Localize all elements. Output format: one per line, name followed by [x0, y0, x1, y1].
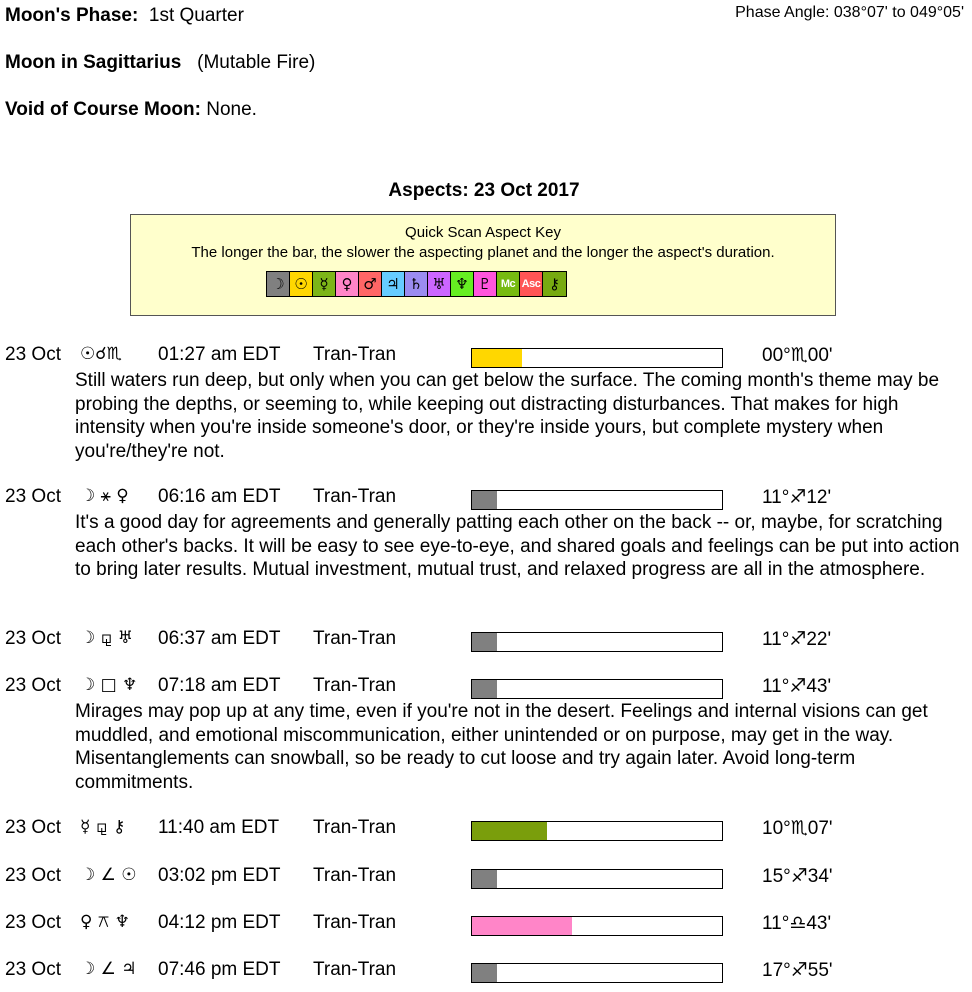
duration-bar	[471, 963, 723, 983]
aspect-row	[5, 865, 967, 889]
moon-sign-value: (Mutable Fire)	[197, 52, 316, 73]
swatch-mars: ♂	[359, 272, 382, 296]
swatch-chiron: ⚷	[543, 272, 566, 296]
aspect-row	[5, 344, 967, 368]
aspect-row	[5, 959, 967, 983]
aspect-row	[5, 628, 967, 652]
aspect-date: 23 Oct	[5, 628, 61, 649]
swatch-midheaven: Mc	[497, 272, 520, 296]
duration-bar	[471, 821, 723, 841]
aspect-time: 11:40 am EDT	[158, 817, 280, 838]
aspect-glyphs: ♀ ⚻ ♆	[80, 912, 130, 932]
aspect-date: 23 Oct	[5, 959, 61, 980]
moon-sign-line	[5, 52, 315, 74]
aspect-entry	[5, 344, 967, 463]
aspect-glyphs: ☽ ⚹ ♀	[80, 486, 129, 506]
aspect-glyphs: ☉☌♏	[80, 344, 122, 364]
duration-bar-fill	[472, 964, 497, 982]
aspect-entry	[5, 959, 967, 983]
duration-bar	[471, 348, 723, 368]
aspect-key-title: Quick Scan Aspect Key	[405, 224, 561, 241]
aspect-date: 23 Oct	[5, 912, 61, 933]
aspect-position: 11°♐12'	[762, 487, 832, 508]
phase-angle: Phase Angle: 038°07' to 049°05'	[735, 4, 964, 21]
aspect-entry	[5, 675, 967, 794]
swatch-venus: ♀	[336, 272, 359, 296]
duration-bar	[471, 869, 723, 889]
moon-sign-label: Moon in Sagittarius	[5, 52, 182, 73]
aspect-row	[5, 486, 967, 510]
swatch-jupiter: ♃	[382, 272, 405, 296]
void-of-course-label: Void of Course Moon:	[5, 99, 201, 120]
swatch-ascendant: Asc	[520, 272, 543, 296]
aspect-time: 07:18 am EDT	[158, 675, 281, 696]
duration-bar-fill	[472, 822, 547, 840]
aspect-row	[5, 675, 967, 699]
aspect-row	[5, 912, 967, 936]
aspect-position: 00°♏00'	[762, 345, 833, 366]
aspect-type: Tran-Tran	[313, 912, 397, 933]
moon-phase-label: Moon's Phase:	[5, 5, 139, 26]
void-of-course-line	[5, 99, 257, 121]
aspect-date: 23 Oct	[5, 486, 61, 507]
duration-bar-fill	[472, 680, 497, 698]
swatch-sun: ☉	[290, 272, 313, 296]
aspect-type: Tran-Tran	[313, 344, 397, 365]
aspect-glyphs: ☽ ∠ ♃	[80, 959, 137, 979]
aspect-position: 11°♐22'	[762, 629, 832, 650]
aspect-glyphs: ☿ ⚼ ⚷	[80, 817, 126, 837]
aspect-position: 17°♐55'	[762, 960, 833, 981]
aspect-type: Tran-Tran	[313, 817, 397, 838]
aspect-glyphs: ☽ ∠ ☉	[80, 865, 137, 885]
aspect-date: 23 Oct	[5, 344, 61, 365]
aspect-entry	[5, 628, 967, 652]
moon-phase-line	[5, 5, 244, 27]
aspect-glyphs: ☽ ⚼ ♅	[80, 628, 134, 648]
aspect-description: Still waters run deep, but only when you can get below the surface. The coming month's theme may be probing the depths, or seeming to, while keeping out distracting disturbances. That makes for high intensity when you're inside someone's door, or they're inside yours, but complete mystery when you're/they're not.	[75, 370, 940, 462]
aspect-type: Tran-Tran	[313, 675, 397, 696]
duration-bar-fill	[472, 491, 497, 509]
swatch-mercury: ☿	[313, 272, 336, 296]
swatch-saturn: ♄	[405, 272, 428, 296]
duration-bar	[471, 916, 723, 936]
aspect-entry	[5, 486, 967, 582]
aspect-type: Tran-Tran	[313, 628, 397, 649]
duration-bar-fill	[472, 349, 522, 367]
aspect-time: 04:12 pm EDT	[158, 912, 281, 933]
aspect-type: Tran-Tran	[313, 865, 397, 886]
duration-bar-fill	[472, 633, 497, 651]
aspect-description: It's a good day for agreements and generally patting each other on the back -- or, maybe, for scratching each other's backs. It will be easy to see eye-to-eye, and shared goals and feelings can be put into action to bring later results. Mutual investment, mutual trust, and relaxed progress are all in the atmosphere.	[75, 512, 960, 580]
aspect-glyphs: ☽ □ ♆	[80, 675, 138, 695]
duration-bar	[471, 679, 723, 699]
swatch-uranus: ♅	[428, 272, 451, 296]
swatch-pluto: ♇	[474, 272, 497, 296]
void-of-course-value: None.	[206, 99, 257, 120]
duration-bar	[471, 490, 723, 510]
aspect-date: 23 Oct	[5, 865, 61, 886]
aspect-description: Mirages may pop up at any time, even if you're not in the desert. Feelings and internal visions can get muddled, and emotional miscommunication, either unintended or on purpose, may get in the way. Misentanglements can snowball, so be ready to cut loose and try again later. Avoid long-term commitments.	[75, 701, 928, 793]
aspect-type: Tran-Tran	[313, 486, 397, 507]
aspect-entry	[5, 817, 967, 841]
aspect-position: 11°♐43'	[762, 676, 832, 697]
aspect-row	[5, 817, 967, 841]
aspect-time: 07:46 pm EDT	[158, 959, 281, 980]
aspect-time: 03:02 pm EDT	[158, 865, 281, 886]
aspect-time: 06:37 am EDT	[158, 628, 281, 649]
aspect-position: 15°♐34'	[762, 866, 833, 887]
aspect-key-swatches	[266, 271, 567, 297]
aspect-position: 10°♏07'	[762, 818, 833, 839]
duration-bar	[471, 632, 723, 652]
aspect-type: Tran-Tran	[313, 959, 397, 980]
aspect-entry	[5, 865, 967, 889]
duration-bar-fill	[472, 870, 497, 888]
swatch-neptune: ♆	[451, 272, 474, 296]
aspect-entry	[5, 912, 967, 936]
aspect-date: 23 Oct	[5, 675, 61, 696]
aspect-date: 23 Oct	[5, 817, 61, 838]
aspect-key-subtitle: The longer the bar, the slower the aspecting planet and the longer the aspect's duration.	[191, 244, 775, 261]
moon-phase-value: 1st Quarter	[148, 5, 244, 26]
aspect-time: 01:27 am EDT	[158, 344, 281, 365]
aspects-title: Aspects: 23 Oct 2017	[388, 180, 580, 201]
aspect-key-box	[130, 214, 836, 316]
aspect-time: 06:16 am EDT	[158, 486, 281, 507]
duration-bar-fill	[472, 917, 572, 935]
aspect-position: 11°♎43'	[762, 913, 832, 934]
swatch-moon: ☽	[267, 272, 290, 296]
